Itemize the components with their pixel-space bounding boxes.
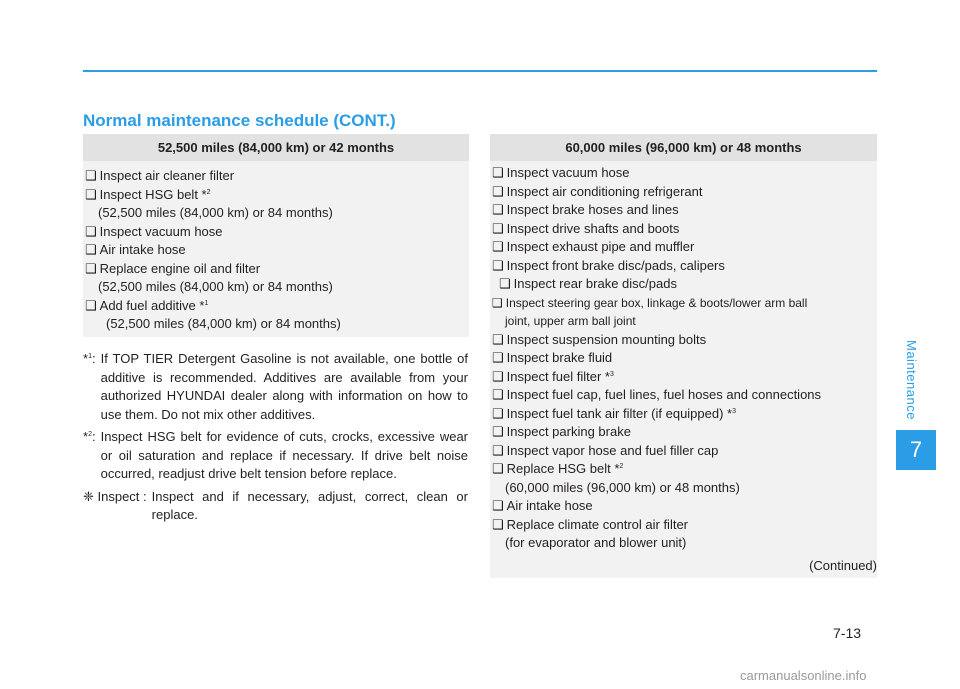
chapter-number-tab: 7 (896, 430, 936, 470)
schedule-box-60000 (490, 134, 877, 578)
item-text: Inspect vacuum hose (99, 223, 223, 239)
list-item (492, 275, 877, 294)
item-text: Replace engine oil and filter (99, 260, 261, 276)
page-title: Normal maintenance schedule (CONT.) (83, 111, 396, 130)
list-item (492, 257, 877, 276)
page-number: 7-13 (833, 625, 862, 641)
footnote (83, 428, 468, 484)
list-item (85, 241, 469, 260)
checkbox-icon: ❑ (492, 387, 504, 402)
checkbox-icon: ❑ (85, 186, 97, 202)
footnote (83, 350, 468, 424)
footnotes (83, 350, 468, 525)
list-item (85, 260, 469, 279)
checkbox-icon: ❑ (492, 295, 503, 310)
item-text: Inspect brake fluid (506, 350, 613, 365)
list-item-detail (85, 315, 469, 334)
list-item (492, 164, 877, 183)
inspect-note (83, 488, 468, 525)
item-text: Inspect rear brake disc/pads (513, 276, 677, 291)
list-item-detail (85, 278, 469, 297)
item-text: Inspect HSG belt * (99, 186, 207, 202)
list-item (492, 331, 877, 350)
list-item (85, 186, 469, 205)
footnote-ref: 1 (204, 299, 209, 307)
checkbox-icon: ❑ (492, 331, 504, 347)
item-text: (52,500 miles (84,000 km) or 84 months) (98, 279, 333, 294)
item-text: Inspect exhaust pipe and muffler (506, 239, 695, 254)
schedule-heading: 52,500 miles (84,000 km) or 42 months (83, 134, 469, 161)
schedule-heading: 60,000 miles (96,000 km) or 48 months (490, 134, 877, 161)
footnote-text: Inspect HSG belt for evidence of cuts, crocks, excessive wear or oil saturation and replace if necessary. If drive belt noise occurred, readjust drive belt tension before replace. (100, 429, 468, 481)
checkbox-icon: ❑ (85, 168, 97, 183)
footnote-ref: 3 (609, 370, 614, 378)
list-item (492, 368, 877, 387)
list-item-detail (492, 534, 877, 553)
list-item (492, 183, 877, 202)
list-item (492, 201, 877, 220)
item-text: Inspect air conditioning refrigerant (506, 183, 703, 199)
item-text: (52,500 miles (84,000 km) or 84 months) (98, 205, 333, 220)
checkbox-icon: ❑ (492, 516, 504, 532)
item-text: Inspect vacuum hose (506, 165, 630, 180)
list-item (492, 220, 877, 239)
continued-label: (Continued) (809, 558, 877, 573)
item-text: joint, upper arm ball joint (505, 314, 636, 328)
checkbox-icon: ❑ (492, 165, 504, 180)
list-item (85, 223, 469, 242)
list-item (492, 497, 877, 516)
list-item-detail (492, 312, 877, 331)
checkbox-icon: ❑ (85, 242, 97, 257)
item-text: (60,000 miles (96,000 km) or 48 months) (505, 479, 740, 495)
list-item (85, 167, 469, 186)
footnote-ref: 2 (206, 188, 211, 196)
footnote-text: If TOP TIER Detergent Gasoline is not available, one bottle of additive is recommended. Additives are available from your authorized HYUNDAI dealer along with information on how to use them. Do not mix other additives. (100, 351, 468, 422)
footnote-ref: 3 (732, 407, 737, 415)
list-item (492, 294, 877, 313)
checkbox-icon: ❑ (492, 498, 504, 513)
watermark: carmanualsonline.info (740, 668, 867, 683)
list-item (492, 349, 877, 368)
checkbox-icon: ❑ (492, 350, 504, 365)
item-text: Inspect fuel filter * (506, 368, 610, 384)
item-text: Air intake hose (506, 498, 593, 513)
item-text: Inspect air cleaner filter (99, 168, 235, 183)
list-item (492, 386, 877, 405)
list-item (492, 442, 877, 461)
list-item (85, 297, 469, 316)
item-text: Inspect brake hoses and lines (506, 202, 679, 217)
checkbox-icon: ❑ (492, 424, 504, 439)
checkbox-icon: ❑ (492, 183, 504, 199)
list-item-detail (85, 204, 469, 223)
checkbox-icon: ❑ (85, 260, 97, 276)
checkbox-icon: ❑ (492, 405, 504, 421)
item-text: Inspect parking brake (506, 424, 631, 439)
item-text: (for evaporator and blower unit) (505, 535, 687, 550)
item-text: Replace HSG belt * (506, 461, 620, 476)
checkbox-icon: ❑ (85, 223, 97, 239)
list-item (492, 460, 877, 479)
list-item (492, 405, 877, 424)
checklist (490, 161, 877, 553)
footnote-mark: *$^2$: (83, 429, 96, 444)
list-item (492, 516, 877, 535)
item-text: Add fuel additive * (99, 297, 205, 313)
inspect-label: ❈ Inspect : (83, 488, 147, 504)
footnote-ref: 2 (619, 463, 624, 470)
item-text: Inspect fuel tank air filter (if equipped) * (506, 405, 733, 421)
checkbox-icon: ❑ (492, 442, 504, 458)
checkbox-icon: ❑ (492, 257, 504, 273)
checkbox-icon: ❑ (492, 202, 504, 217)
checkbox-icon: ❑ (85, 297, 97, 313)
checklist (83, 161, 469, 334)
item-text: Inspect drive shafts and boots (506, 220, 680, 236)
checkbox-icon: ❑ (492, 239, 504, 254)
list-item-detail (492, 479, 877, 498)
item-text: Inspect front brake disc/pads, calipers (506, 257, 725, 273)
footnote-mark: *$^1$: (83, 351, 96, 366)
item-text: Inspect fuel cap, fuel lines, fuel hoses and connections (506, 387, 822, 402)
item-text: Air intake hose (99, 242, 186, 257)
item-text: Inspect steering gear box, linkage & boots/lower arm ball (505, 295, 808, 310)
item-text: Inspect vapor hose and fuel filler cap (506, 442, 719, 458)
inspect-text: Inspect and if necessary, adjust, correct, clean or replace. (151, 488, 468, 522)
section-label: Maintenance (904, 340, 919, 420)
item-text: Replace climate control air filter (506, 516, 689, 532)
list-item (492, 423, 877, 442)
schedule-box-52500 (83, 134, 469, 337)
checkbox-icon: ❑ (492, 220, 504, 236)
checkbox-icon: ❑ (492, 461, 504, 476)
checkbox-icon: ❑ (499, 276, 511, 291)
top-divider (83, 70, 877, 72)
item-text: Inspect suspension mounting bolts (506, 331, 707, 347)
checkbox-icon: ❑ (492, 368, 504, 384)
item-text: (52,500 miles (84,000 km) or 84 months) (106, 316, 341, 331)
list-item (492, 238, 877, 257)
